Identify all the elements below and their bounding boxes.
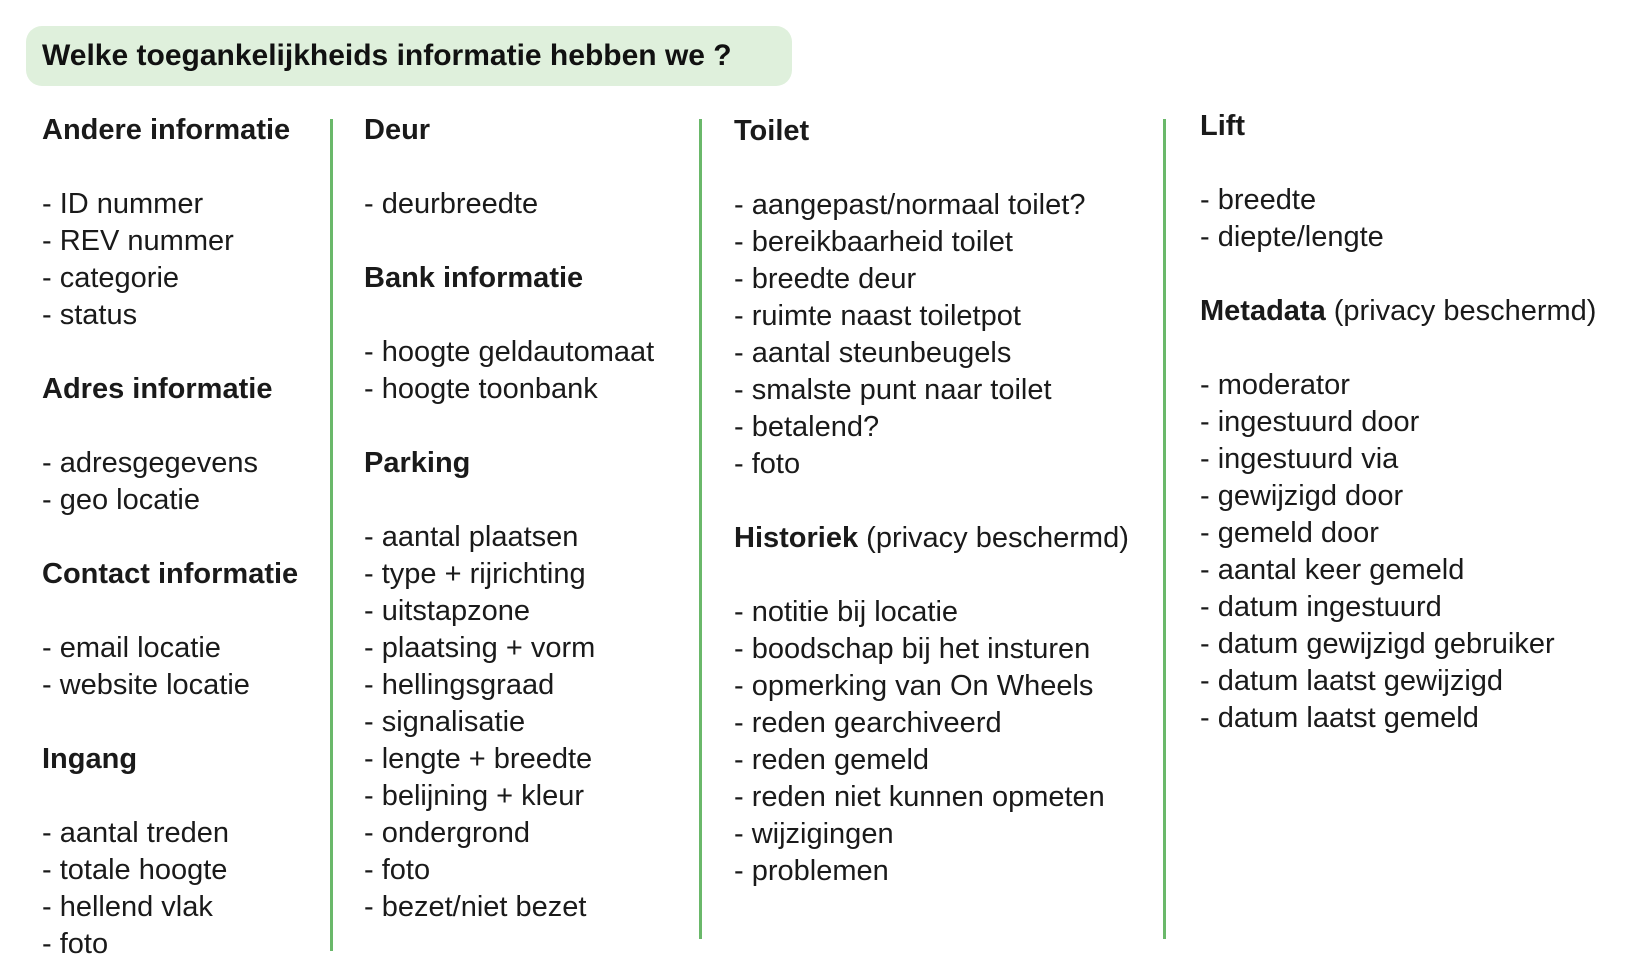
list-item: - hoogte toonbank	[364, 373, 598, 405]
section-heading	[42, 112, 382, 149]
list-item: - type + rijrichting	[364, 558, 586, 590]
list-item: - plaatsing + vorm	[364, 632, 596, 664]
list-item: - signalisatie	[364, 706, 526, 738]
column-4	[1200, 108, 1630, 737]
list-item: - reden niet kunnen opmeten	[734, 781, 1105, 813]
section-heading	[1200, 293, 1630, 330]
section-heading-text: Deur	[364, 114, 431, 146]
section-heading-note: (privacy beschermd)	[858, 522, 1129, 554]
section	[364, 112, 704, 223]
item-list	[364, 334, 704, 408]
item-list	[42, 186, 382, 334]
list-item: - aantal treden	[42, 817, 230, 849]
section-heading	[42, 371, 382, 408]
section-heading-text: Bank informatie	[364, 262, 584, 294]
list-item: - ruimte naast toiletpot	[734, 300, 1021, 332]
list-item: - geo locatie	[42, 484, 200, 516]
list-item: - aantal steunbeugels	[734, 337, 1012, 369]
list-item: - bezet/niet bezet	[364, 891, 587, 923]
section-heading-text: Parking	[364, 447, 471, 479]
list-item: - reden gearchiveerd	[734, 707, 1002, 739]
list-item: - breedte	[1200, 184, 1317, 216]
list-item: - deurbreedte	[364, 188, 539, 220]
list-item: - bereikbaarheid toilet	[734, 226, 1013, 258]
section-heading	[364, 260, 704, 297]
list-item: - website locatie	[42, 669, 250, 701]
list-item: - datum laatst gemeld	[1200, 702, 1479, 734]
section-heading-text: Ingang	[42, 743, 138, 775]
list-item: - moderator	[1200, 369, 1350, 401]
list-item: - aantal plaatsen	[364, 521, 579, 553]
list-item: - reden gemeld	[734, 744, 930, 776]
section-heading	[42, 556, 382, 593]
list-item: - email locatie	[42, 632, 221, 664]
page-title: Welke toegankelijkheids informatie hebben we ?	[26, 26, 792, 86]
list-item: - wijzigingen	[734, 818, 894, 850]
item-list	[734, 187, 1154, 483]
item-list	[364, 519, 704, 926]
section-heading	[1200, 108, 1630, 145]
list-item: - hoogte geldautomaat	[364, 336, 655, 368]
list-item: - gemeld door	[1200, 517, 1379, 549]
list-item: - lengte + breedte	[364, 743, 593, 775]
item-list	[1200, 367, 1630, 737]
item-list	[42, 815, 382, 963]
list-item: - datum laatst gewijzigd	[1200, 665, 1504, 697]
column-divider	[1163, 119, 1166, 939]
list-item: - breedte deur	[734, 263, 917, 295]
list-item: - boodschap bij het insturen	[734, 633, 1091, 665]
list-item: - betalend?	[734, 411, 880, 443]
list-item: - problemen	[734, 855, 889, 887]
section-heading	[364, 112, 704, 149]
section	[1200, 293, 1630, 737]
list-item: - datum ingestuurd	[1200, 591, 1442, 623]
section-heading-text: Lift	[1200, 110, 1246, 142]
list-item: - status	[42, 299, 138, 331]
list-item: - REV nummer	[42, 225, 234, 257]
list-item: - totale hoogte	[42, 854, 228, 886]
list-item: - aangepast/normaal toilet?	[734, 189, 1086, 221]
item-list	[1200, 182, 1630, 256]
section-heading	[42, 741, 382, 778]
section-heading-text: Toilet	[734, 115, 810, 147]
item-list	[734, 594, 1154, 890]
column-3	[734, 113, 1154, 890]
section-heading	[364, 445, 704, 482]
section	[734, 520, 1154, 890]
section-heading-note: (privacy beschermd)	[1325, 295, 1597, 327]
list-item: - ingestuurd door	[1200, 406, 1420, 438]
item-list	[364, 186, 704, 223]
list-item: - aantal keer gemeld	[1200, 554, 1465, 586]
section	[42, 112, 382, 334]
section-heading-text: Adres informatie	[42, 373, 273, 405]
list-item: - datum gewijzigd gebruiker	[1200, 628, 1555, 660]
list-item: - hellingsgraad	[364, 669, 555, 701]
list-item: - foto	[42, 928, 109, 960]
section	[364, 445, 704, 926]
section	[734, 113, 1154, 483]
column-2	[364, 112, 704, 926]
item-list	[42, 445, 382, 519]
section-heading-text: Contact informatie	[42, 558, 299, 590]
list-item: - belijning + kleur	[364, 780, 585, 812]
list-item: - hellend vlak	[42, 891, 213, 923]
list-item: - gewijzigd door	[1200, 480, 1404, 512]
section	[1200, 108, 1630, 256]
section	[42, 556, 382, 704]
list-item: - smalste punt naar toilet	[734, 374, 1052, 406]
section-heading	[734, 520, 1154, 557]
list-item: - ondergrond	[364, 817, 531, 849]
section-heading	[734, 113, 1154, 150]
section	[364, 260, 704, 408]
list-item: - uitstapzone	[364, 595, 531, 627]
list-item: - opmerking van On Wheels	[734, 670, 1094, 702]
list-item: - ingestuurd via	[1200, 443, 1399, 475]
item-list	[42, 630, 382, 704]
list-item: - categorie	[42, 262, 180, 294]
section	[42, 741, 382, 963]
section-heading-text: Metadata	[1200, 295, 1326, 327]
list-item: - notitie bij locatie	[734, 596, 959, 628]
list-item: - ID nummer	[42, 188, 204, 220]
list-item: - adresgegevens	[42, 447, 259, 479]
section-heading-text: Historiek	[734, 522, 859, 554]
list-item: - foto	[734, 448, 801, 480]
column-1	[42, 112, 382, 963]
list-item: - foto	[364, 854, 431, 886]
section	[42, 371, 382, 519]
section-heading-text: Andere informatie	[42, 114, 291, 146]
list-item: - diepte/lengte	[1200, 221, 1384, 253]
